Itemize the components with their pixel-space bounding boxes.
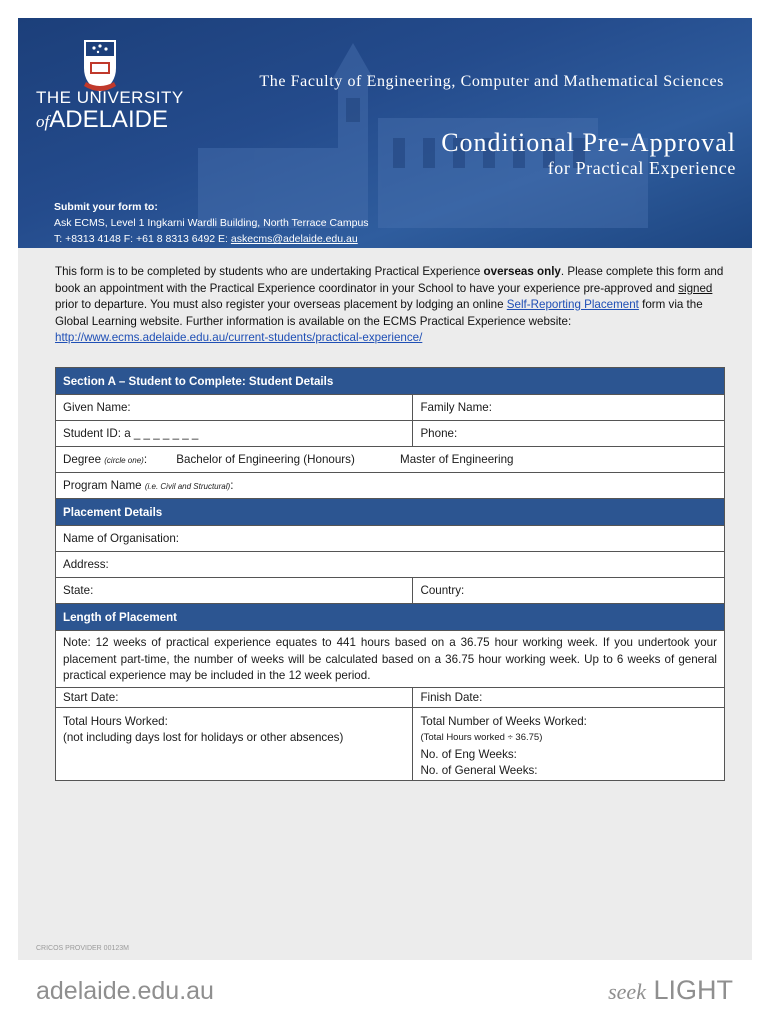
- given-name-field[interactable]: Given Name:: [56, 395, 413, 421]
- total-hours-note: (not including days lost for holidays or other absences): [63, 731, 344, 744]
- address-field[interactable]: Address:: [56, 552, 725, 578]
- intro-bold-overseas: overseas only: [483, 265, 561, 278]
- submit-contact: T: +8313 4148 F: +61 8 8313 6492 E:: [54, 233, 231, 245]
- submit-email-link[interactable]: askecms@adelaide.edu.au: [230, 233, 358, 245]
- submit-heading: Submit your form to:: [54, 201, 158, 213]
- total-hours-field[interactable]: [56, 707, 413, 780]
- section-a-heading: Section A – Student to Complete: Student Details: [56, 368, 725, 395]
- degree-colon: :: [143, 453, 148, 466]
- submit-address: Ask ECMS, Level 1 Ingkarni Wardli Building, North Terrace Campus: [54, 217, 369, 229]
- header-banner: [18, 18, 752, 248]
- placement-heading: Placement Details: [56, 499, 725, 526]
- seek-text: seek: [608, 979, 646, 1004]
- faculty-name: The Faculty of Engineering, Computer and Mathematical Sciences: [259, 73, 724, 90]
- degree-note: (circle one): [104, 456, 144, 465]
- eng-weeks-label: No. of Eng Weeks:: [420, 747, 517, 761]
- seek-light-logo: [520, 975, 733, 1006]
- family-name-field[interactable]: Family Name:: [413, 395, 725, 421]
- footer-url: adelaide.edu.au: [36, 977, 214, 1005]
- intro-signed: signed: [678, 281, 713, 295]
- organisation-field[interactable]: Name of Organisation:: [56, 526, 725, 552]
- submit-info: [54, 199, 369, 247]
- application-form: [55, 367, 725, 781]
- university-line1: THE UNIVERSITY: [36, 88, 184, 107]
- program-name-colon: :: [230, 479, 234, 492]
- length-note: Note: 12 weeks of practical experience equates to 441 hours based on a 36.75 hour working week. If you undertook your placement part-time, the number of weeks will be calculated based on a 36.75 hour working week. Up to 6 weeks of general practical experience may be included in the 12 week period.: [56, 631, 725, 688]
- intro-paragraph: [55, 264, 727, 347]
- phone-field[interactable]: Phone:: [413, 421, 725, 447]
- light-text: LIGHT: [653, 975, 733, 1005]
- degree-option-bachelor[interactable]: Bachelor of Engineering (Honours): [176, 453, 355, 466]
- cricos-code: CRICOS PROVIDER 00123M: [36, 945, 129, 952]
- degree-label: Degree: [63, 453, 105, 466]
- program-name-label: Program Name: [63, 479, 145, 492]
- intro-text-3: prior to departure. You must also register your overseas placement by lodging an online: [55, 298, 507, 311]
- state-field[interactable]: State:: [56, 578, 413, 604]
- length-heading: Length of Placement: [56, 604, 725, 631]
- university-of: of: [36, 112, 50, 131]
- form-subtitle: for Practical Experience: [547, 158, 736, 178]
- ecms-website-link[interactable]: http://www.ecms.adelaide.edu.au/current-students/practical-experience/: [55, 331, 423, 344]
- start-date-field[interactable]: Start Date:: [56, 687, 413, 707]
- form-title: Conditional Pre-Approval: [441, 128, 736, 157]
- university-line2: ADELAIDE: [49, 106, 168, 133]
- student-id-field[interactable]: Student ID: a _ _ _ _ _ _ _: [56, 421, 413, 447]
- country-field[interactable]: Country:: [413, 578, 725, 604]
- total-weeks-field[interactable]: [413, 707, 725, 780]
- intro-text-4: form via the Global Learning website. Further information is available on the ECMS Practical Experience website:: [55, 298, 703, 328]
- total-weeks-label: Total Number of Weeks Worked:: [420, 714, 587, 728]
- intro-text-2: . Please complete this form and book an appointment with the Practical Experience coordinator in your School to have your experience pre-approved and: [55, 265, 724, 295]
- program-name-note: (i.e. Civil and Structural): [144, 482, 231, 491]
- finish-date-field[interactable]: Finish Date:: [413, 687, 725, 707]
- university-wordmark: [36, 88, 184, 134]
- program-name-field[interactable]: [56, 473, 725, 499]
- total-hours-label: Total Hours Worked:: [63, 714, 168, 728]
- intro-text-1: This form is to be completed by students who are undertaking Practical Experience: [55, 265, 484, 278]
- general-weeks-label: No. of General Weeks:: [420, 764, 538, 777]
- total-weeks-note: (Total Hours worked ÷ 36.75): [420, 732, 543, 743]
- degree-field[interactable]: [56, 447, 725, 473]
- degree-option-master[interactable]: Master of Engineering: [400, 453, 514, 466]
- self-reporting-link[interactable]: Self-Reporting Placement: [506, 298, 639, 311]
